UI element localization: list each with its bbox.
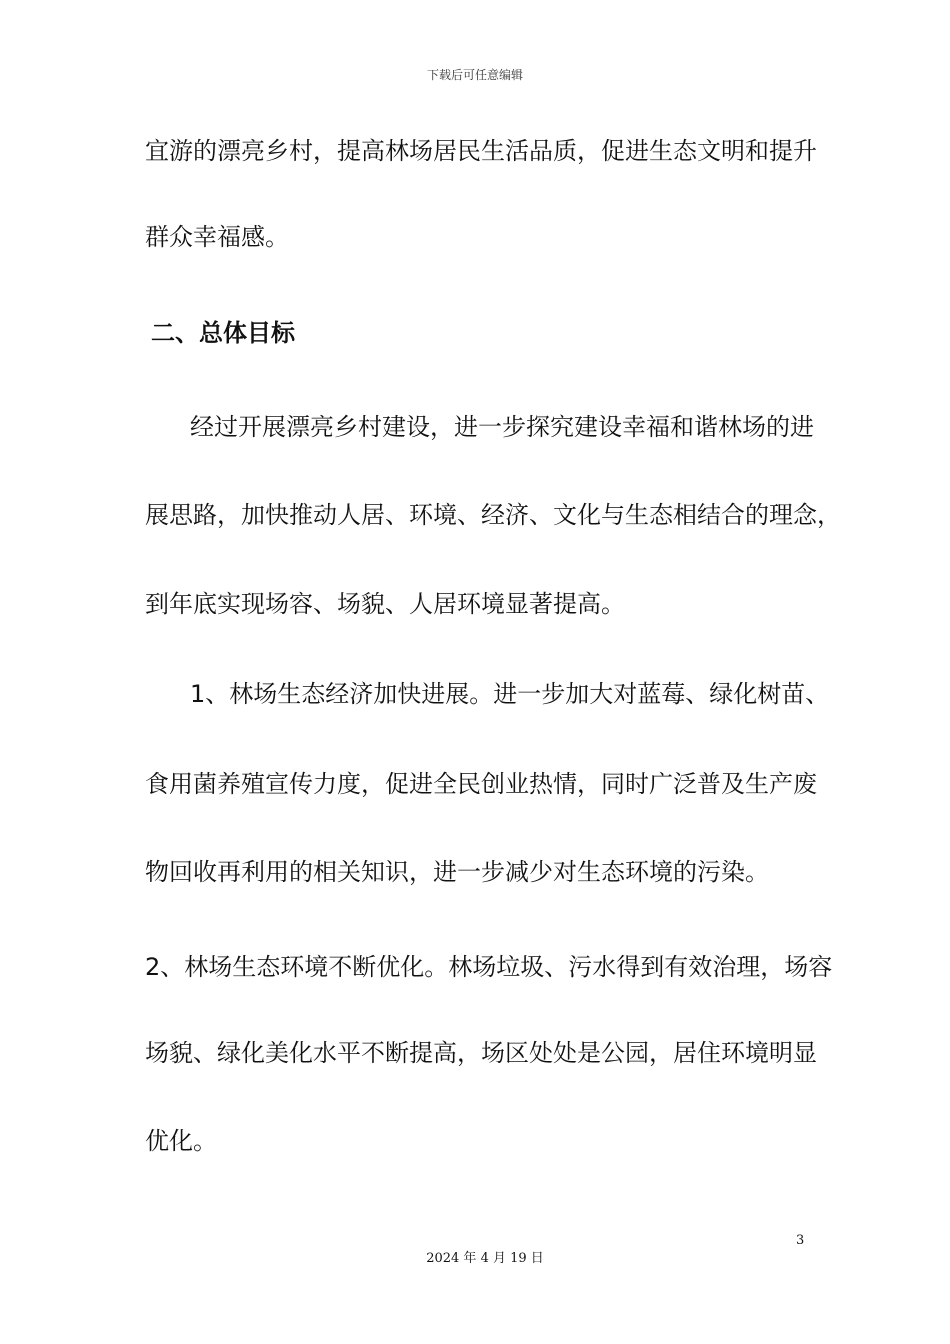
- list-item-2-first-line: 2、林场生态环境不断优化。林场垃圾、污水得到有效治理，场容: [145, 953, 833, 981]
- body-line: 宜游的漂亮乡村，提高林场居民生活品质，促进生态文明和提升: [145, 137, 817, 165]
- body-line: 群众幸福感。: [145, 223, 289, 251]
- list-item-1-first-line: 1、林场生态经济加快进展。进一步加大对蓝莓、绿化树苗、: [190, 680, 830, 708]
- body-line: 优化。: [145, 1127, 217, 1155]
- body-line: 物回收再利用的相关知识，进一步减少对生态环境的污染。: [145, 858, 769, 886]
- section-heading: 二、总体目标: [151, 319, 295, 347]
- page-number: 3: [796, 1233, 805, 1248]
- header-note: 下载后可任意编辑: [426, 68, 523, 82]
- footer-date: 2024 年 4 月 19 日: [426, 1251, 544, 1266]
- body-line: 食用菌养殖宣传力度，促进全民创业热情，同时广泛普及生产废: [145, 770, 817, 798]
- body-line: 展思路，加快推动人居、环境、经济、文化与生态相结合的理念，: [145, 501, 841, 529]
- body-line: 场貌、绿化美化水平不断提高，场区处处是公园，居住环境明显: [145, 1039, 817, 1067]
- paragraph-first-line: 经过开展漂亮乡村建设，进一步探究建设幸福和谐林场的进: [190, 413, 814, 441]
- body-line: 到年底实现场容、场貌、人居环境显著提高。: [145, 590, 625, 618]
